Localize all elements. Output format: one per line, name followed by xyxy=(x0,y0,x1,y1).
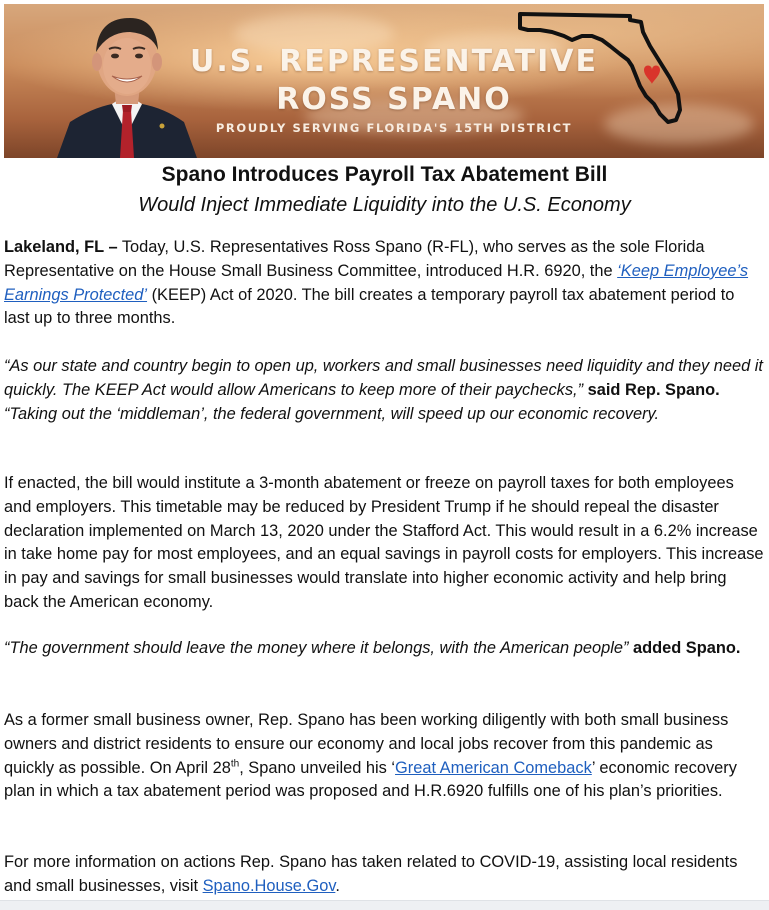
paragraph-more-info xyxy=(4,851,764,899)
heart-icon xyxy=(644,66,660,85)
quote-2-text: “The government should leave the money where it belongs, with the American people” xyxy=(4,639,629,657)
quote-part-a: “As our state and country begin to open up, workers and small businesses need liquidity and they need it quickly. The KEEP Act would allow Americans to keep more of their paychecks,” xyxy=(4,357,763,399)
banner-subtitle: PROUDLY SERVING FLORIDA'S 15TH DISTRICT xyxy=(215,121,573,135)
quote-attribution: said Rep. Spano. xyxy=(583,380,720,399)
background-text-c: ’ economic recovery plan in which a tax abatement period was proposed and H.R.6920 fulfills one of his plan’s priorities. xyxy=(4,758,737,801)
banner-title-line1: U.S. REPRESENTATIVE xyxy=(190,44,598,79)
florida-outline-icon xyxy=(510,6,690,126)
intro-text-a: Today, U.S. Representatives Ross Spano (R-FL), who serves as the sole Florida Representative on the House Small Business Committee, introduced H.R. 6920, the xyxy=(4,238,705,280)
subheadline: Would Inject Immediate Liquidity into the U.S. Economy xyxy=(138,194,631,216)
paragraph-quote-1 xyxy=(4,355,764,426)
spano-house-gov-link[interactable]: Spano.House.Gov xyxy=(202,876,336,895)
great-american-comeback-link[interactable]: Great American Comeback xyxy=(395,758,592,777)
background-text-a: As a former small business owner, Rep. Spano has been working diligently with both small business owners and district residents to ensure our economy and local jobs recover from this pandemic as quickly as possible. On April 28 xyxy=(4,711,729,777)
dateline: Lakeland, FL – xyxy=(4,238,118,256)
banner-title-line2: ROSS SPANO xyxy=(276,82,512,117)
paragraph-quote-2 xyxy=(4,637,764,661)
background-text-b: , Spano unveiled his ‘ xyxy=(239,758,396,777)
more-info-text-b: . xyxy=(335,876,340,895)
quote-part-b: “Taking out the ‘middleman’, the federal government, will speed up our economic recovery. xyxy=(4,404,660,423)
paragraph-background xyxy=(4,709,764,804)
keep-act-link[interactable]: ‘Keep Employee’s Earnings Protected’ xyxy=(4,261,749,304)
intro-text-b: (KEEP) Act of 2020. The bill creates a temporary payroll tax abatement period to last up to three months. xyxy=(4,285,735,328)
quote-2-attribution: added Spano. xyxy=(628,639,741,657)
headline: Spano Introduces Payroll Tax Abatement Bill xyxy=(161,163,608,186)
more-info-text-a: For more information on actions Rep. Spano has taken related to COVID-19, assisting local residents and small businesses, visit xyxy=(4,853,738,895)
paragraph-intro xyxy=(4,236,764,331)
paragraph-details: If enacted, the bill would institute a 3-month abatement or freeze on payroll taxes for both employees and employers. This timetable may be reduced by President Trump if he should repeal the disaster declaration implemented on March 13, 2020 under the Stafford Act. This would result in a 6.2% increase in take home pay for most employees, and an equal savings in payroll costs for employers. This increase in pay and savings for small businesses would translate into higher economic activity and help bring back the American economy. xyxy=(4,474,764,611)
header-banner xyxy=(4,4,764,158)
ordinal-suffix: th xyxy=(230,758,240,770)
